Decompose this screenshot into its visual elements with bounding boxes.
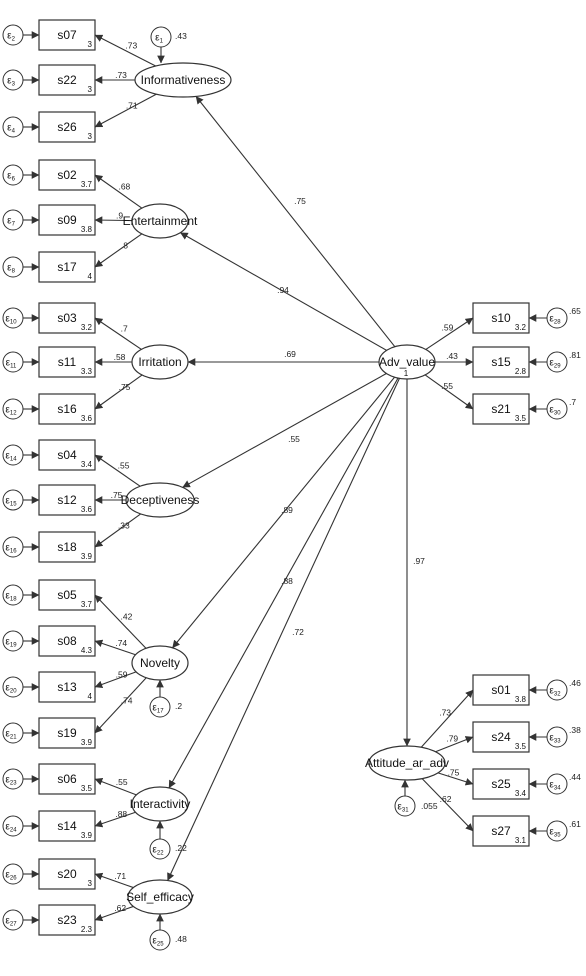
disturbance-variance-info-error: .43 — [175, 31, 187, 41]
indicator-mean-s13: 4 — [87, 692, 92, 701]
indicator-label-s05: s05 — [57, 588, 77, 602]
loading-coef-s04: .55 — [117, 460, 130, 471]
path-coef-informativeness: .75 — [294, 196, 306, 206]
loading-coef-s05: .42 — [120, 611, 133, 622]
loading-coef-s16: .75 — [118, 382, 131, 393]
indicator-label-s17: s17 — [57, 260, 77, 274]
path-coef-irritation: .69 — [284, 349, 296, 359]
indicator-label-s13: s13 — [57, 680, 77, 694]
indicator-label-s19: s19 — [57, 726, 77, 740]
loading-coef-s23: .62 — [114, 903, 127, 914]
loading-coef-s12: .75 — [110, 490, 123, 500]
latent-label-entertainment: Entertainment — [122, 214, 198, 228]
indicator-label-s03: s03 — [57, 311, 77, 325]
indicator-mean-s12: 3.6 — [80, 505, 92, 514]
disturbance-attitude-label: $\varepsilon_{31}$ — [397, 801, 409, 814]
indicator-label-s07: s07 — [57, 28, 77, 42]
indicator-mean-s07: 3 — [87, 40, 92, 49]
loading-coef-s27: .62 — [439, 793, 452, 804]
loading-coef-s20: .71 — [114, 870, 127, 881]
indicator-mean-s03: 3.2 — [80, 323, 92, 332]
latent-label-attitude: Attitude_ar_adv — [364, 756, 450, 770]
indicator-mean-s21: 3.5 — [514, 414, 526, 423]
indicator-mean-s22: 3 — [87, 85, 92, 94]
loading-coef-s01: .73 — [439, 707, 452, 718]
indicator-label-s16: s16 — [57, 402, 77, 416]
indicator-mean-s19: 3.9 — [80, 738, 92, 747]
error-s19-label: $\varepsilon_{21}$ — [5, 728, 17, 741]
indicator-label-s12: s12 — [57, 493, 77, 507]
indicator-label-s24: s24 — [491, 730, 511, 744]
disturbance-novelty-label: $\varepsilon_{17}$ — [152, 702, 164, 715]
error-s11-label: $\varepsilon_{11}$ — [5, 357, 17, 370]
indicator-label-s20: s20 — [57, 867, 77, 881]
indicator-label-s14: s14 — [57, 819, 77, 833]
indicator-label-s02: s02 — [57, 168, 77, 182]
error-s08-label: $\varepsilon_{19}$ — [5, 636, 17, 649]
loading-coef-s26: .71 — [125, 100, 138, 111]
indicator-mean-s04: 3.4 — [80, 460, 92, 469]
error-s12-label: $\varepsilon_{15}$ — [5, 495, 17, 508]
indicator-mean-s05: 3.7 — [80, 600, 92, 609]
error-s03-label: $\varepsilon_{10}$ — [5, 313, 17, 326]
loading-coef-s06: .55 — [115, 776, 128, 787]
indicator-mean-s26: 3 — [87, 132, 92, 141]
error-s07-label: $\varepsilon_2$ — [7, 30, 15, 43]
disturbance-variance-attitude: .055 — [421, 801, 438, 811]
indicator-label-s27: s27 — [491, 824, 511, 838]
loading-coef-s22: .73 — [115, 70, 127, 80]
error-s14-label: $\varepsilon_{24}$ — [5, 821, 17, 834]
path-coef-self_efficacy: .72 — [292, 627, 304, 637]
disturbance-variance-novelty: .2 — [175, 701, 183, 711]
error-variance-s27: .61 — [569, 819, 581, 829]
error-s13-label: $\varepsilon_{20}$ — [5, 682, 17, 695]
indicator-mean-s16: 3.6 — [80, 414, 92, 423]
indicator-mean-s15: 2.8 — [514, 367, 526, 376]
disturbance-info-error-label: $\varepsilon_1$ — [155, 32, 163, 45]
indicator-mean-s10: 3.2 — [514, 323, 526, 332]
indicator-mean-s02: 3.7 — [80, 180, 92, 189]
indicator-mean-s20: 3 — [87, 879, 92, 888]
error-s26-label: $\varepsilon_4$ — [7, 122, 15, 135]
indicator-label-s18: s18 — [57, 540, 77, 554]
loading-coef-s19: .74 — [120, 695, 133, 706]
loading-coef-s24: .79 — [446, 733, 459, 744]
disturbance-variance-self-efficacy: .48 — [175, 934, 187, 944]
indicator-label-s10: s10 — [491, 311, 511, 325]
indicator-mean-s06: 3.5 — [80, 784, 92, 793]
error-s01-label: $\varepsilon_{32}$ — [549, 685, 561, 698]
loading-coef-s17: .8 — [120, 240, 128, 251]
loading-coef-s18: .33 — [117, 520, 130, 531]
path-adv-to-deceptiveness — [183, 374, 387, 488]
error-s25-label: $\varepsilon_{34}$ — [549, 779, 561, 792]
loading-coef-s14: .88 — [115, 809, 128, 820]
indicator-mean-s01: 3.8 — [514, 695, 526, 704]
indicator-label-s25: s25 — [491, 777, 511, 791]
path-coef-attitude: .97 — [413, 556, 425, 566]
disturbance-interactivity-label: $\varepsilon_{22}$ — [152, 844, 164, 857]
latent-label-self-efficacy: Self_efficacy — [126, 890, 194, 904]
latent-label-irritation: Irritation — [138, 355, 182, 369]
error-s17-label: $\varepsilon_8$ — [7, 262, 15, 275]
indicator-label-s09: s09 — [57, 213, 77, 227]
indicator-mean-s14: 3.9 — [80, 831, 92, 840]
error-s24-label: $\varepsilon_{33}$ — [549, 732, 561, 745]
indicator-mean-s08: 4.3 — [80, 646, 92, 655]
adv-value-intercept: 1 — [403, 369, 409, 378]
indicator-label-s08: s08 — [57, 634, 77, 648]
indicator-mean-s17: 4 — [87, 272, 92, 281]
latent-label-adv-value: Adv_value — [378, 355, 436, 369]
path-coef-deceptiveness: .55 — [288, 434, 300, 444]
error-variance-s10: .65 — [569, 306, 581, 316]
latent-label-novelty: Novelty — [139, 656, 181, 670]
indicator-label-s06: s06 — [57, 772, 77, 786]
error-variance-s15: .81 — [569, 350, 581, 360]
indicator-mean-s09: 3.8 — [80, 225, 92, 234]
error-variance-s24: .38 — [569, 725, 581, 735]
loading-coef-s09: .9 — [115, 210, 124, 221]
loading-coef-s08: .74 — [115, 637, 128, 648]
loading-coef-s03: .7 — [120, 323, 128, 334]
error-s20-label: $\varepsilon_{26}$ — [5, 869, 17, 882]
loading-coef-s07: .73 — [125, 40, 138, 51]
error-s05-label: $\varepsilon_{18}$ — [5, 590, 17, 603]
indicator-label-s01: s01 — [491, 683, 511, 697]
loading-coef-s10: .59 — [441, 322, 454, 333]
error-s16-label: $\varepsilon_{12}$ — [5, 404, 17, 417]
indicator-label-s21: s21 — [491, 402, 511, 416]
path-coef-novelty: .89 — [281, 505, 293, 515]
error-s21-label: $\varepsilon_{30}$ — [549, 404, 561, 417]
error-s18-label: $\varepsilon_{16}$ — [5, 542, 17, 555]
indicator-mean-s18: 3.9 — [80, 552, 92, 561]
loading-s17 — [95, 234, 142, 267]
path-adv-to-informativeness — [196, 96, 395, 346]
error-s06-label: $\varepsilon_{23}$ — [5, 774, 17, 787]
error-s27-label: $\varepsilon_{35}$ — [549, 826, 561, 839]
loading-coef-s11: .58 — [113, 352, 126, 362]
path-coef-entertainment: .94 — [277, 285, 289, 295]
loading-coef-s21: .55 — [441, 380, 453, 391]
error-s23-label: $\varepsilon_{27}$ — [5, 915, 17, 928]
loading-coef-s15: .43 — [446, 351, 458, 361]
indicator-label-s15: s15 — [491, 355, 511, 369]
error-s09-label: $\varepsilon_7$ — [7, 215, 15, 228]
error-s15-label: $\varepsilon_{29}$ — [549, 357, 561, 370]
error-variance-s21: .7 — [569, 397, 577, 407]
indicator-mean-s11: 3.3 — [80, 367, 92, 376]
path-coef-interactivity: .88 — [281, 576, 293, 586]
disturbance-variance-interactivity: .22 — [175, 843, 187, 853]
indicator-mean-s27: 3.1 — [514, 836, 526, 845]
latent-label-deceptiveness: Deceptiveness — [120, 493, 200, 507]
error-s22-label: $\varepsilon_3$ — [7, 75, 15, 88]
error-variance-s25: .44 — [569, 772, 581, 782]
indicator-mean-s23: 2.3 — [80, 925, 92, 934]
loading-coef-s25: .75 — [447, 767, 460, 778]
indicator-label-s22: s22 — [57, 73, 77, 87]
error-s10-label: $\varepsilon_{28}$ — [549, 313, 561, 326]
path-adv-to-self_efficacy — [168, 378, 400, 880]
indicator-label-s04: s04 — [57, 448, 77, 462]
indicator-label-s11: s11 — [57, 355, 77, 369]
latent-label-interactivity: Interactivity — [129, 797, 191, 811]
error-s02-label: $\varepsilon_6$ — [7, 170, 15, 183]
error-variance-s01: .46 — [569, 678, 581, 688]
latent-label-informativeness: Informativeness — [140, 73, 226, 87]
error-s04-label: $\varepsilon_{14}$ — [5, 450, 17, 463]
disturbance-self-efficacy-label: $\varepsilon_{25}$ — [152, 935, 164, 948]
indicator-label-s26: s26 — [57, 120, 77, 134]
indicator-mean-s25: 3.4 — [514, 789, 526, 798]
indicator-mean-s24: 3.5 — [514, 742, 526, 751]
loading-coef-s13: .59 — [115, 669, 128, 680]
indicator-label-s23: s23 — [57, 913, 77, 927]
loading-s03 — [95, 318, 141, 349]
loading-coef-s02: .68 — [118, 181, 131, 192]
